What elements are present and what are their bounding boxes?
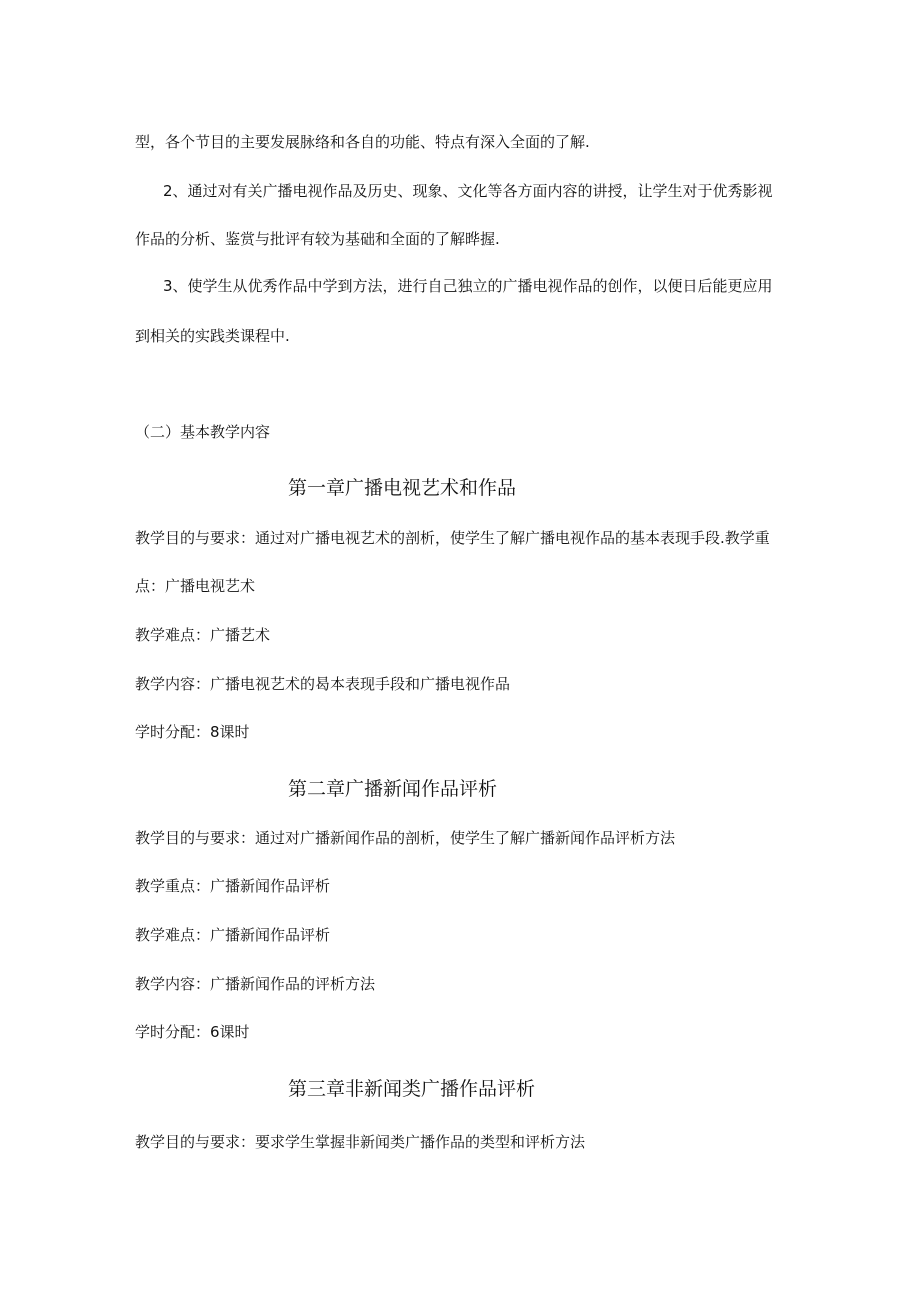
intro-item-2: 2、通过对有关广播电视作品及历史、现象、文化等各方面内容的讲授，让学生对于优秀影视 — [163, 182, 773, 200]
intro-line: 型，各个节目的主要发展脉络和各自的功能、特点有深入全面的了解. — [135, 133, 590, 151]
chapter-2-goal: 教学目的与要求：通过对广播新闻作品的剖析，使学生了解广播新闻作品评析方法 — [135, 829, 676, 847]
chapter-2-content: 教学内容：广播新闻作品的评析方法 — [135, 975, 376, 993]
chapter-1-difficulty: 教学难点：广播艺术 — [135, 626, 271, 644]
chapter-3-title: 第三章非新闻类广播作品评析 — [288, 1078, 536, 1100]
section-title: （二）基本教学内容 — [135, 423, 271, 441]
chapter-1-hours: 学时分配：8课时 — [135, 723, 250, 741]
chapter-2-focus: 教学重点：广播新闻作品评析 — [135, 877, 331, 895]
chapter-2-difficulty: 教学难点：广播新闻作品评析 — [135, 926, 331, 944]
chapter-3-goal: 教学目的与要求：要求学生掌握非新闻类广播作品的类型和评析方法 — [135, 1133, 586, 1151]
chapter-1-content: 教学内容：广播电视艺术的曷本表现手段和广播电视作品 — [135, 675, 511, 693]
intro-item-3-continued: 到相关的实践类课程中. — [135, 327, 290, 345]
chapter-2-title: 第二章广播新闻作品评析 — [288, 778, 498, 800]
intro-item-2-continued: 作品的分析、鉴赏与批评有较为基础和全面的了解晔握. — [135, 230, 500, 248]
chapter-1-title: 第一章广播电视艺术和作品 — [288, 477, 517, 499]
chapter-1-goal: 教学目的与要求：通过对广播电视艺术的剖析，使学生了解广播电视作品的基本表现手段.教学重 — [135, 529, 770, 547]
chapter-2-hours: 学时分配：6课时 — [135, 1023, 250, 1041]
intro-item-3: 3、使学生从优秀作品中学到方法，进行自己独立的广播电视作品的创作，以便日后能更应用 — [163, 277, 773, 295]
chapter-1-focus: 点：广播电视艺术 — [135, 577, 256, 595]
